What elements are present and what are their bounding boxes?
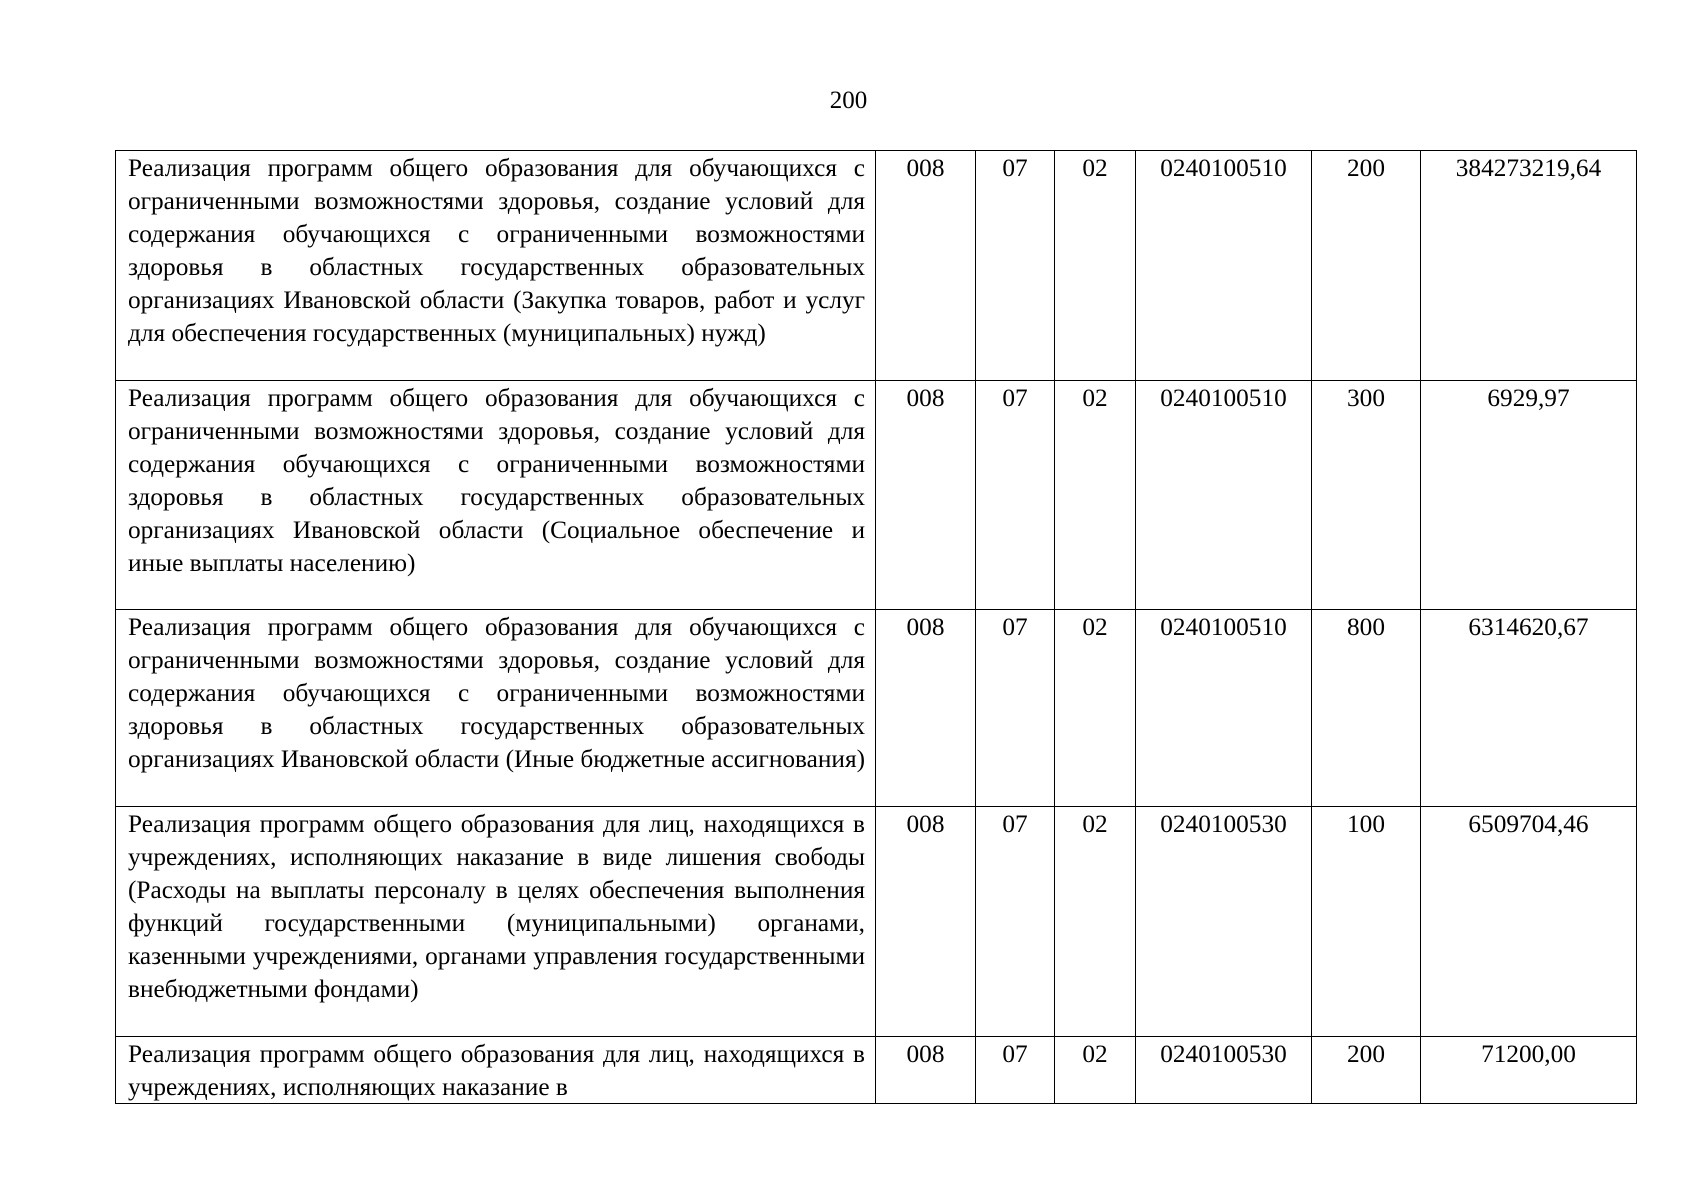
target-article-code: 0240100530 (1136, 807, 1312, 1037)
amount: 384273219,64 (1421, 151, 1637, 381)
amount: 6929,97 (1421, 381, 1637, 610)
table-row (116, 807, 1637, 1037)
expense-type-code: 800 (1312, 610, 1421, 807)
expense-type-code: 200 (1312, 151, 1421, 381)
amount: 6314620,67 (1421, 610, 1637, 807)
section-code: 07 (976, 610, 1055, 807)
ministry-code: 008 (876, 151, 976, 381)
table-row (116, 381, 1637, 610)
subsection-code: 02 (1055, 151, 1136, 381)
row-description: Реализация программ общего образования для лиц, находящихся в учреждениях, исполняющих наказание в виде лишения свободы (Расходы на выплаты персоналу в целях обеспечения выполнения функций государственными (муниципальными) органами, казенными учреждениями, органами управления государственными внебюджетными фондами) (116, 807, 876, 1037)
amount: 6509704,46 (1421, 807, 1637, 1037)
ministry-code: 008 (876, 807, 976, 1037)
expense-type-code: 200 (1312, 1037, 1421, 1104)
expense-type-code: 100 (1312, 807, 1421, 1037)
page-number: 200 (829, 87, 868, 114)
row-description: Реализация программ общего образования для обучающихся с ограниченными возможностями здоровья, создание условий для содержания обучающихся с ограниченными возможностями здоровья в областных государственных образовательных организациях Ивановской области (Иные бюджетные ассигнования) (116, 610, 876, 807)
subsection-code: 02 (1055, 610, 1136, 807)
row-description: Реализация программ общего образования для обучающихся с ограниченными возможностями здоровья, создание условий для содержания обучающихся с ограниченными возможностями здоровья в областных государственных образовательных организациях Ивановской области (Закупка товаров, работ и услуг для обеспечения государственных (муниципальных) нужд) (116, 151, 876, 381)
row-description: Реализация программ общего образования для лиц, находящихся в учреждениях, исполняющих наказание в (128, 1040, 865, 1101)
amount: 71200,00 (1421, 1037, 1637, 1104)
target-article-code: 0240100510 (1136, 381, 1312, 610)
target-article-code: 0240100510 (1136, 151, 1312, 381)
table-row (116, 151, 1637, 381)
section-code: 07 (976, 151, 1055, 381)
table-row (116, 610, 1637, 807)
section-code: 07 (976, 381, 1055, 610)
section-code: 07 (976, 807, 1055, 1037)
ministry-code: 008 (876, 610, 976, 807)
table-row (116, 1037, 1637, 1104)
expense-type-code: 300 (1312, 381, 1421, 610)
target-article-code: 0240100510 (1136, 610, 1312, 807)
row-description-cell (116, 1037, 876, 1104)
budget-table (115, 150, 1637, 1104)
subsection-code: 02 (1055, 381, 1136, 610)
target-article-code: 0240100530 (1136, 1037, 1312, 1104)
subsection-code: 02 (1055, 1037, 1136, 1104)
subsection-code: 02 (1055, 807, 1136, 1037)
ministry-code: 008 (876, 1037, 976, 1104)
ministry-code: 008 (876, 381, 976, 610)
row-description: Реализация программ общего образования для обучающихся с ограниченными возможностями здоровья, создание условий для содержания обучающихся с ограниченными возможностями здоровья в областных государственных образовательных организациях Ивановской области (Социальное обеспечение и иные выплаты населению) (116, 381, 876, 610)
section-code: 07 (976, 1037, 1055, 1104)
